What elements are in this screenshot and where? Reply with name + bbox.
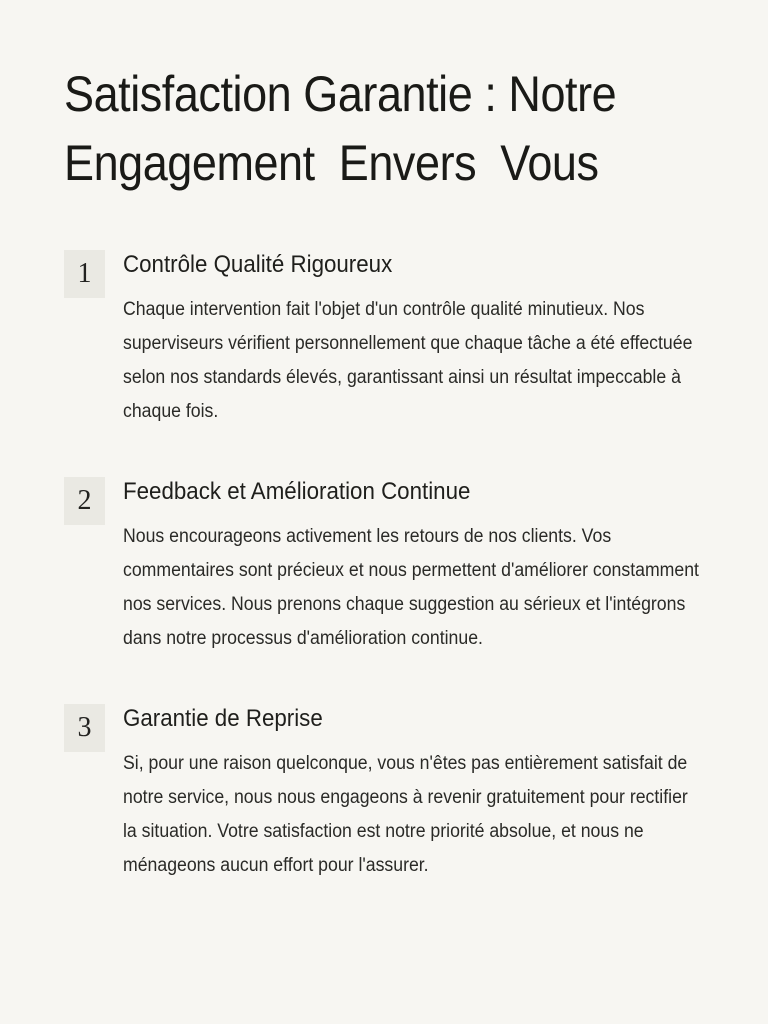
item-title: Garantie de Reprise: [123, 705, 323, 732]
list-item: [64, 704, 704, 883]
item-description: Nous encourageons activement les retours de nos clients. Vos commentaires sont précieux et nous permettent d'améliorer constamment nos services. Nous prenons chaque suggestion au sérieux et l'intégrons dans notre processus d'amélioration continue.: [123, 526, 699, 649]
item-description: Chaque intervention fait l'objet d'un contrôle qualité minutieux. Nos superviseurs vérifient personnellement que chaque tâche a été effectuée selon nos standards élevés, garantissant ainsi un résultat impeccable à chaque fois.: [123, 299, 693, 422]
page-content: [64, 60, 704, 876]
item-number-badge: 1: [64, 250, 105, 298]
list-item: [64, 477, 704, 656]
page-title: [64, 60, 712, 198]
list-item: [64, 250, 704, 429]
guarantee-list: [64, 250, 704, 883]
item-title: Feedback et Amélioration Continue: [123, 478, 471, 505]
item-number-badge: 3: [64, 704, 105, 752]
item-title: Contrôle Qualité Rigoureux: [123, 251, 393, 278]
item-number-badge: 2: [64, 477, 105, 525]
page-title-line-2: Engagement Envers Vous: [64, 135, 599, 191]
page-title-line-1: Satisfaction Garantie : Notre: [64, 66, 617, 122]
item-description: Si, pour une raison quelconque, vous n'êtes pas entièrement satisfait de notre service, nous nous engageons à revenir gratuitement pour rectifier la situation. Votre satisfaction est notre priorité absolue, et nous ne ménageons aucun effort pour l'assurer.: [123, 753, 688, 876]
